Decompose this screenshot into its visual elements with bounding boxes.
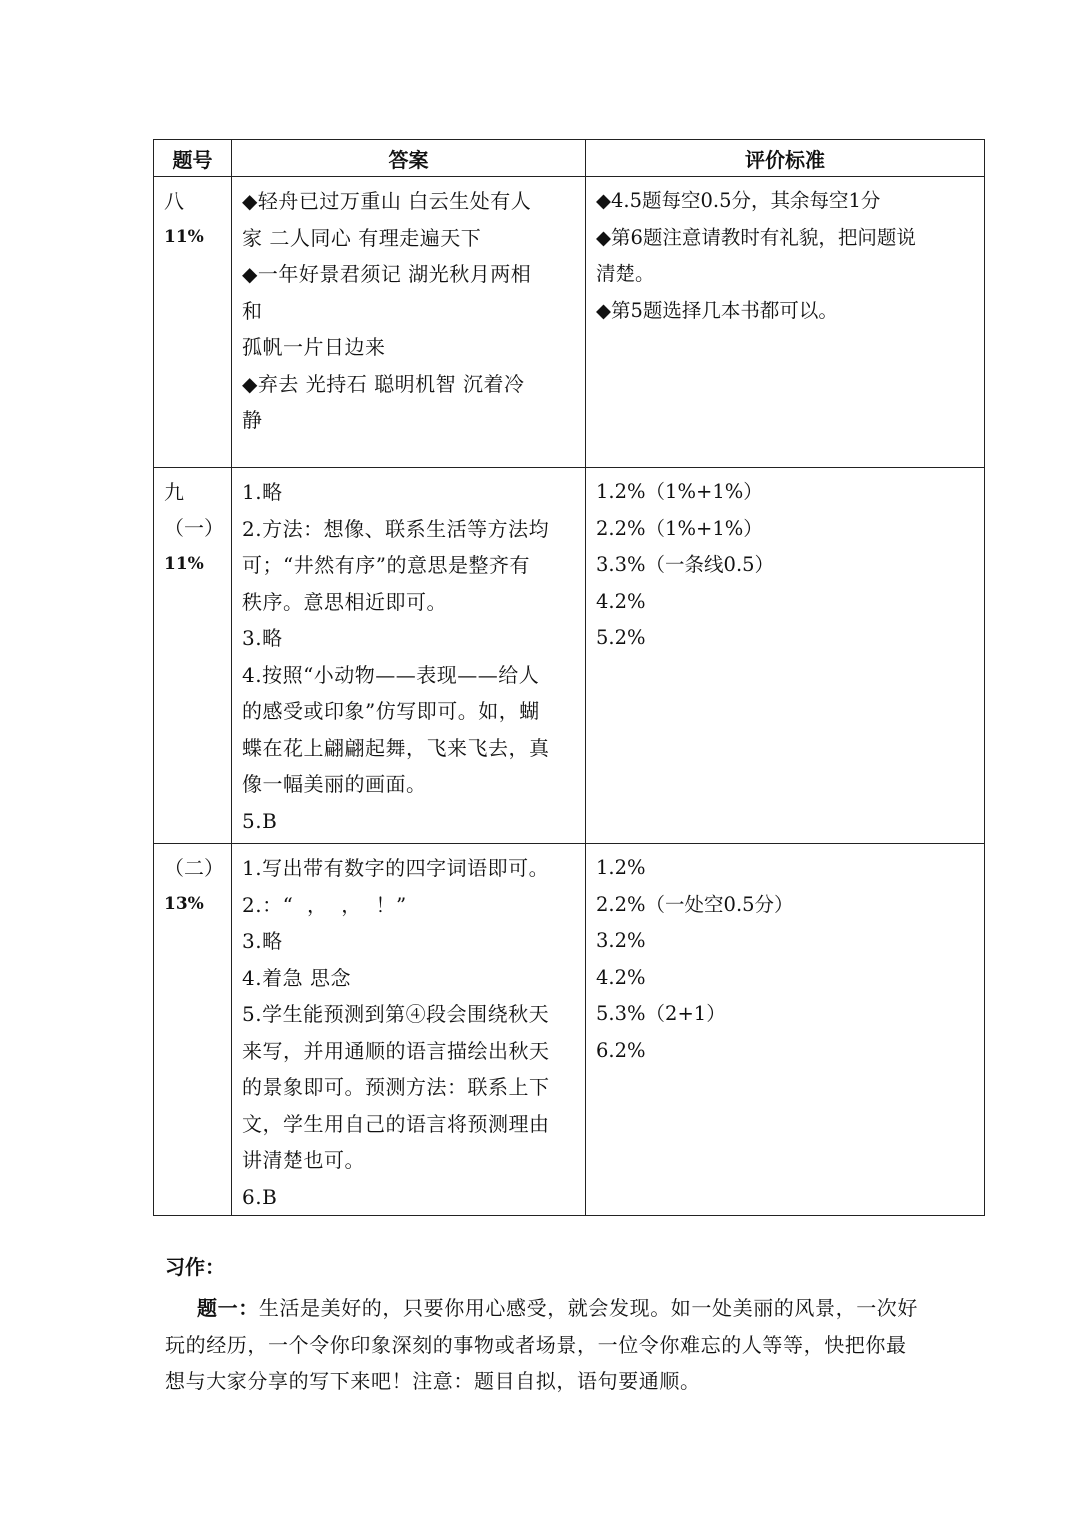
answer-line: 蝶在花上翩翩起舞，飞来飞去，真 xyxy=(242,735,550,760)
answer-line: 家 二人同心 有理走遍天下 xyxy=(242,225,482,250)
table-row xyxy=(154,468,985,844)
grading-sheet xyxy=(153,139,984,1216)
answer-line: 的景象即可。预测方法：联系上下 xyxy=(242,1075,550,1099)
criteria-line: 2.2%（一处空0.5分） xyxy=(596,892,794,916)
essay-title: 习作： xyxy=(165,1255,225,1279)
answer-line: 4.按照“小动物——表现——给人 xyxy=(242,662,540,687)
essay-prompt-text: 生活是美好的，只要你用心感受，就会发现。如一处美丽的风景，一次好玩的经历，一个令你印象深刻的事物或者场景，一位令你难忘的人等等，快把你最想与大家分享的写下来吧！注意：题目自拟，语句要通顺。 xyxy=(165,1296,919,1393)
criteria-line: 清楚。 xyxy=(596,262,655,285)
answer-line: 的感受或印象”仿写即可。如，蝴 xyxy=(242,699,540,723)
answer-line: 1.写出带有数字的四字词语即可。 xyxy=(242,856,550,880)
criteria-line: 1.2%（1%+1%） xyxy=(596,480,763,503)
criteria-line: ◆4.5题每空0.5分，其余每空1分 xyxy=(596,189,881,212)
question-subnumber: （一） xyxy=(164,516,224,540)
criteria-line: 3.2% xyxy=(596,929,646,952)
answer-line: ◆轻舟已过万重山 白云生处有人 xyxy=(242,189,532,213)
criteria-line: 6.2% xyxy=(596,1038,646,1062)
score-percent: 11% xyxy=(164,554,204,574)
answer-line: 2.方法：想像、联系生活等方法均 xyxy=(242,516,550,541)
essay-section xyxy=(165,1250,925,1400)
table-row xyxy=(154,177,985,468)
answer-cell xyxy=(232,177,586,468)
answer-line: 和 xyxy=(242,298,263,323)
answer-line: 像一幅美丽的画面。 xyxy=(242,772,427,796)
criteria-line: 1.2% xyxy=(596,856,646,879)
question-number-cell xyxy=(154,177,232,468)
answer-cell xyxy=(232,468,586,844)
header-question-number: 题号 xyxy=(154,140,232,177)
header-row xyxy=(154,140,985,177)
score-percent: 11% xyxy=(164,227,204,247)
question-number: 九 xyxy=(164,480,184,504)
question-number-cell xyxy=(154,468,232,844)
answer-line: 文，学生用自己的语言将预测理由 xyxy=(242,1111,550,1136)
answer-line: 3.略 xyxy=(242,929,283,953)
answer-line: 秩序。意思相近即可。 xyxy=(242,589,447,614)
criteria-line: ◆第6题注意请教时有礼貌，把问题说 xyxy=(596,225,916,249)
criteria-line: 4.2% xyxy=(596,965,646,989)
criteria-line: 4.2% xyxy=(596,589,646,613)
header-criteria: 评价标准 xyxy=(586,140,985,177)
essay-prompt-label: 题一： xyxy=(197,1296,259,1320)
answer-line: 来写，并用通顺的语言描绘出秋天 xyxy=(242,1038,550,1063)
answer-line: 4.着急 思念 xyxy=(242,965,351,990)
question-number: 八 xyxy=(164,189,184,213)
answer-line: 1.略 xyxy=(242,480,283,504)
question-number-cell xyxy=(154,844,232,1216)
criteria-line: 3.3%（一条线0.5） xyxy=(596,553,775,576)
answer-line: 5.B xyxy=(242,808,278,833)
criteria-line: ◆第5题选择几本书都可以。 xyxy=(596,298,838,322)
criteria-cell xyxy=(586,844,985,1216)
criteria-line: 2.2%（1%+1%） xyxy=(596,516,763,540)
table-row xyxy=(154,844,985,1216)
criteria-cell xyxy=(586,177,985,468)
answer-line: 5.学生能预测到第④段会围绕秋天 xyxy=(242,1002,550,1026)
criteria-cell xyxy=(586,468,985,844)
answer-table xyxy=(153,139,985,1216)
criteria-line: 5.2% xyxy=(596,626,646,649)
answer-line: 2.：“ ， ， ！” xyxy=(242,892,407,917)
score-percent: 13% xyxy=(164,894,204,914)
criteria-line: 5.3%（2+1） xyxy=(596,1002,726,1025)
answer-line: ◆弃去 光持石 聪明机智 沉着冷 xyxy=(242,371,525,396)
answer-line: 3.略 xyxy=(242,626,283,650)
question-number: （二） xyxy=(164,856,224,880)
answer-line: 讲清楚也可。 xyxy=(242,1148,365,1172)
answer-cell xyxy=(232,844,586,1216)
answer-line: 可；“井然有序”的意思是整齐有 xyxy=(242,553,530,577)
answer-line: 静 xyxy=(242,408,263,432)
answer-line: 6.B xyxy=(242,1184,278,1209)
header-answer: 答案 xyxy=(232,140,586,177)
answer-line: ◆一年好景君须记 湖光秋月两相 xyxy=(242,262,532,286)
essay-prompt xyxy=(165,1290,925,1400)
answer-line: 孤帆一片日边来 xyxy=(242,335,386,359)
